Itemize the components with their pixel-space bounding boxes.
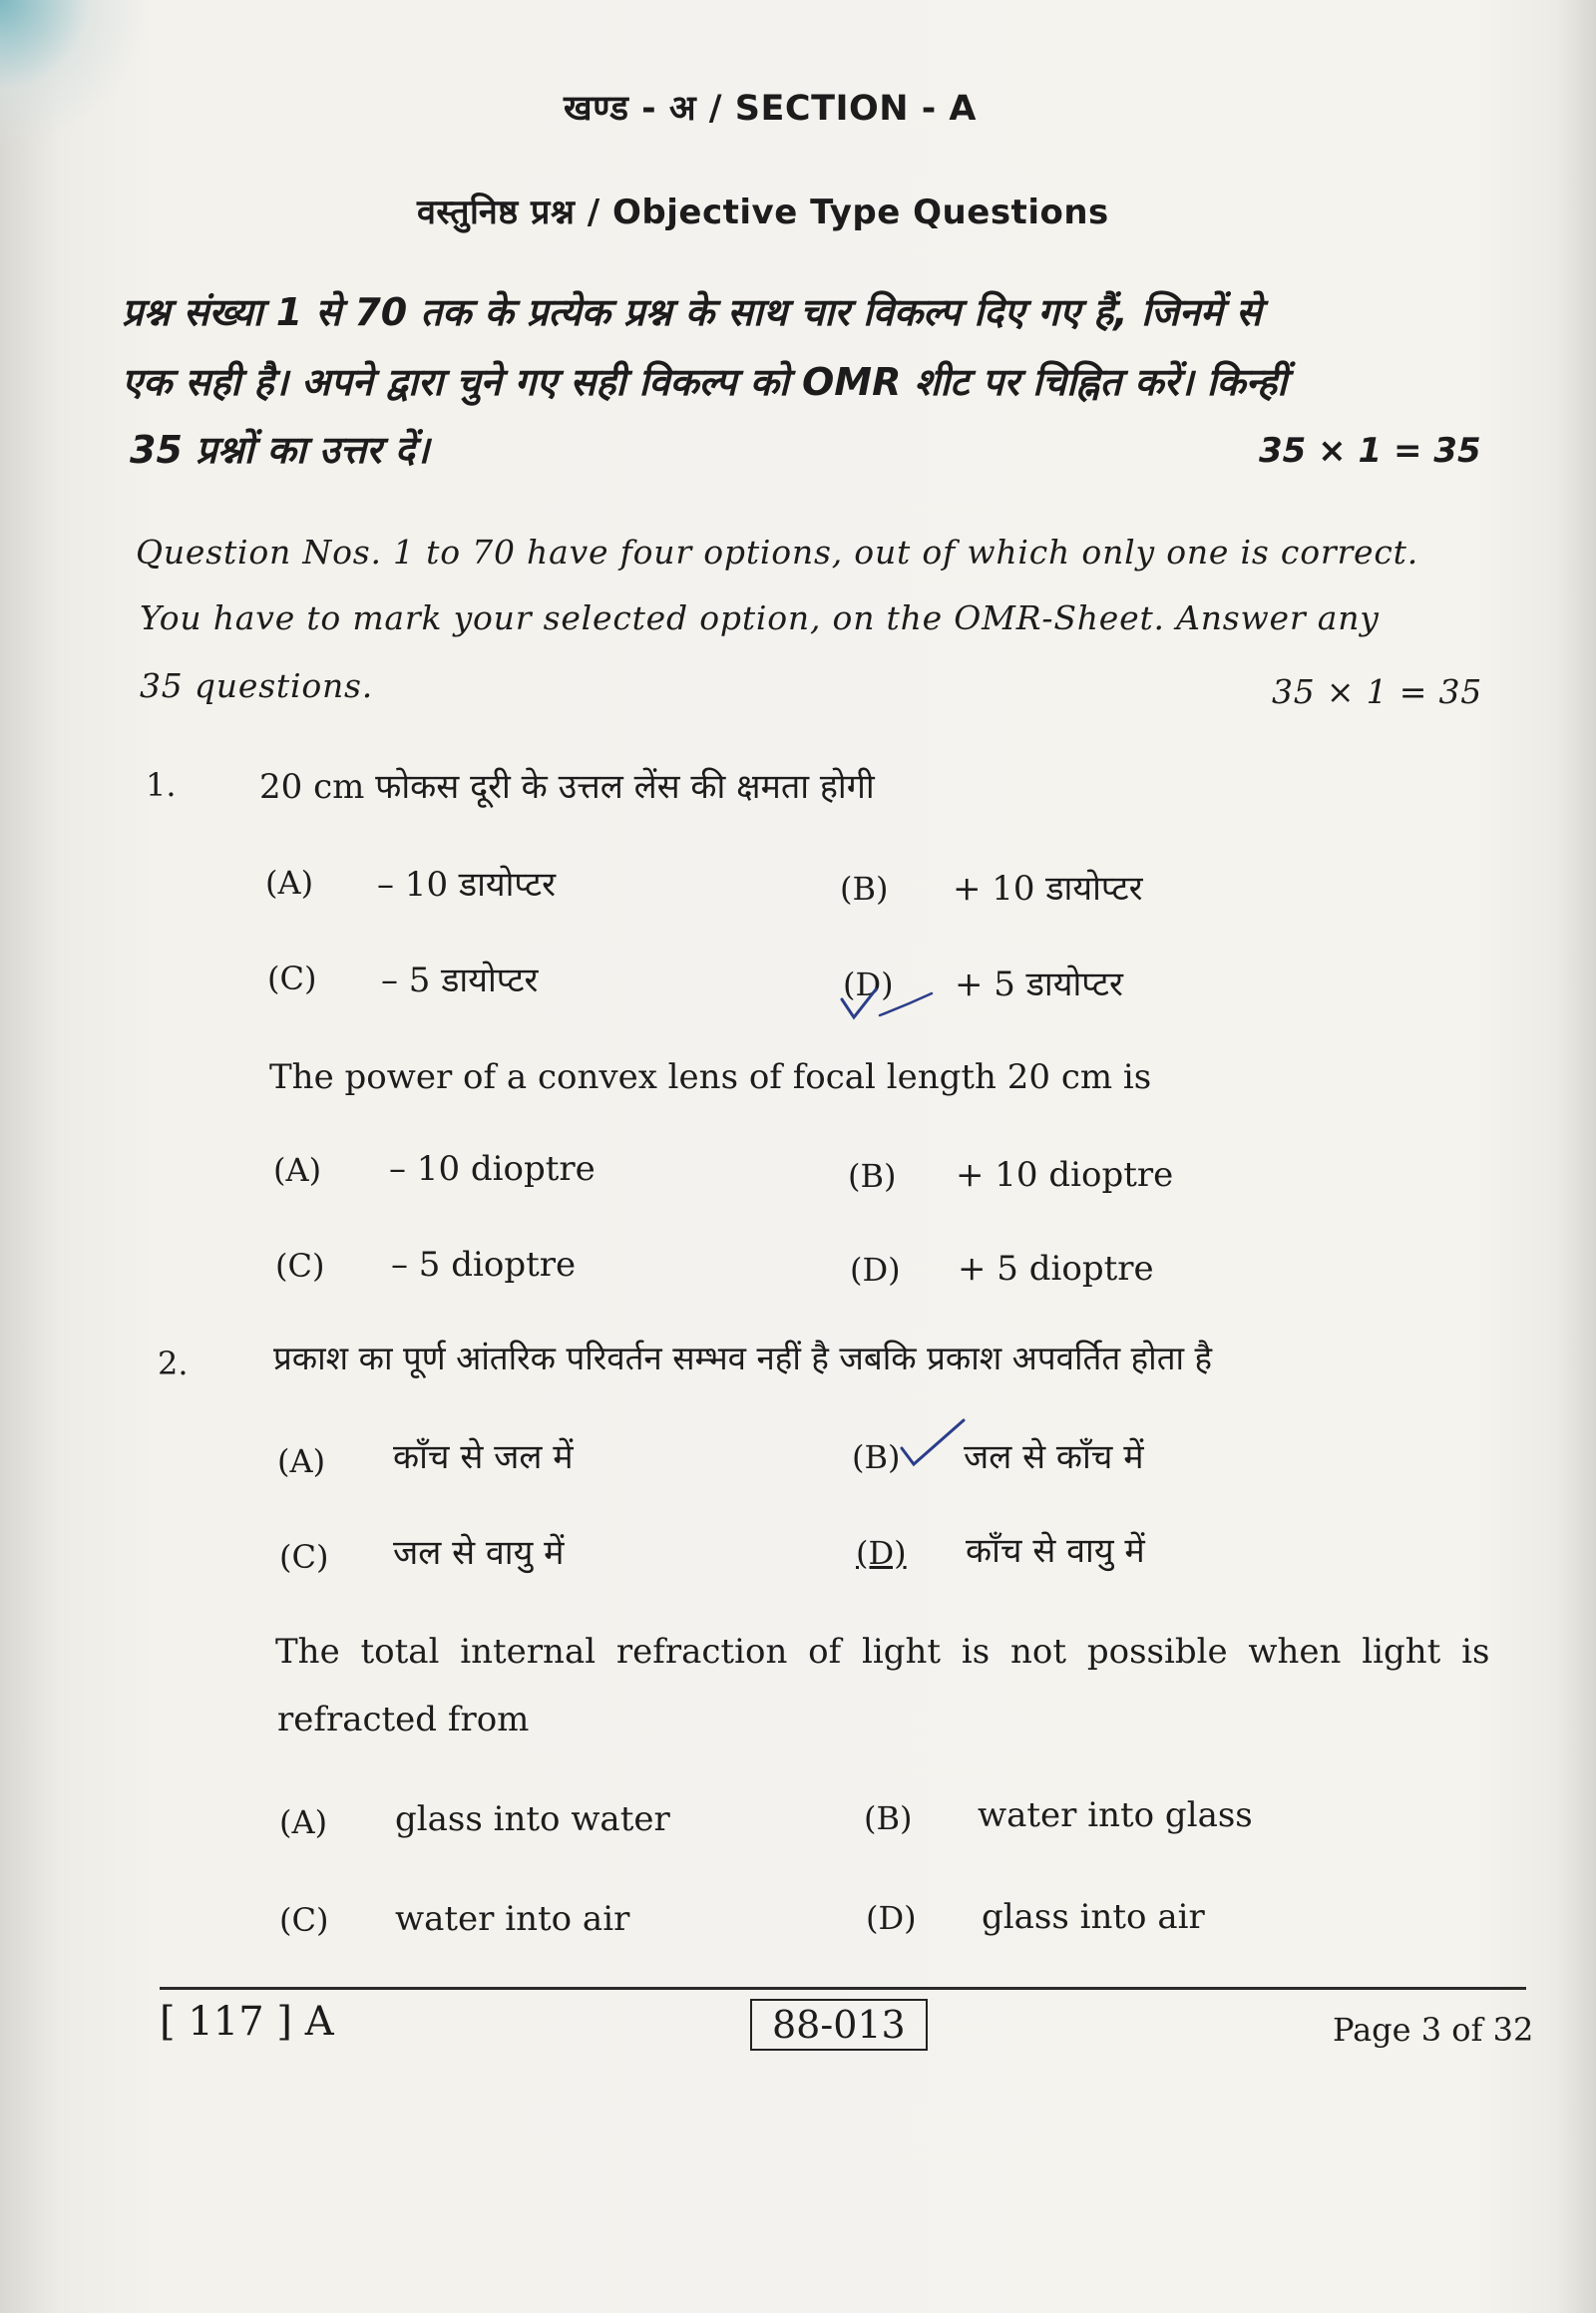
hindi-instruction-line-1: प्रश्न संख्या 1 से 70 तक के प्रत्येक प्रश्न के साथ चार विकल्प दिए गए हैं, जिनमें से [122, 290, 1262, 334]
english-instruction-line-1: Question Nos. 1 to 70 have four options, out of which only one is correct. [136, 533, 1418, 572]
hindi-marks: 35 × 1 = 35 [1259, 431, 1481, 471]
q2-hi-option-d-label: (D) [856, 1534, 907, 1572]
q1-hi-option-d: + 5 डायोप्टर [955, 964, 1123, 1004]
paper-corner-shade [0, 0, 150, 160]
question-1-number: 1. [146, 766, 177, 804]
q1-hi-option-a: – 10 डायोप्टर [377, 865, 557, 905]
q2-en-option-c-label: (C) [279, 1901, 329, 1939]
q2-hi-option-b-label: (B) [852, 1438, 901, 1476]
hindi-instruction-line-3: 35 प्रश्नों का उत्तर दें। [130, 428, 430, 472]
q1-en-option-b: + 10 dioptre [956, 1155, 1174, 1195]
q1-hi-option-c: – 5 डायोप्टर [381, 961, 539, 1000]
q2-hi-option-c: जल से वायु में [393, 1533, 565, 1573]
question-2-english-line-2: refracted from [277, 1700, 530, 1739]
question-2-english-line-1: The total internal refraction of light is not possible when light is [275, 1632, 1490, 1672]
q2-en-option-b-label: (B) [864, 1799, 913, 1837]
q1-hi-option-b: + 10 डायोप्टर [953, 869, 1143, 909]
q1-en-option-a: – 10 dioptre [389, 1149, 596, 1189]
q2-hi-option-c-label: (C) [279, 1538, 329, 1576]
pen-tick-mark-q2 [898, 1414, 978, 1474]
q1-hi-option-d-label: (D) [843, 965, 894, 1003]
q1-en-option-c: – 5 dioptre [391, 1245, 577, 1285]
section-title: खण्ड - अ / SECTION - A [564, 89, 977, 129]
q1-en-option-c-label: (C) [275, 1247, 325, 1285]
q2-en-option-b: water into glass [978, 1795, 1253, 1835]
english-instruction-line-2: You have to mark your selected option, on the OMR-Sheet. Answer any [140, 598, 1380, 637]
q2-hi-option-a: काँच से जल में [393, 1437, 574, 1477]
question-1-english: The power of a convex lens of focal length 20 cm is [269, 1057, 1152, 1097]
q2-en-option-c: water into air [395, 1899, 630, 1939]
q2-en-option-d: glass into air [982, 1897, 1205, 1937]
q1-en-option-b-label: (B) [848, 1157, 897, 1195]
footer-code: [ 117 ] A [160, 1999, 334, 2045]
english-instruction-line-3: 35 questions. [140, 666, 374, 705]
question-1-hindi: 20 cm फोकस दूरी के उत्तल लेंस की क्षमता होगी [259, 767, 875, 807]
q2-hi-option-a-label: (A) [277, 1442, 326, 1480]
hindi-instruction-line-2: एक सही है। अपने द्वारा चुने गए सही विकल्प को OMR शीट पर चिह्नित करें। किन्हीं [122, 360, 1288, 404]
english-marks: 35 × 1 = 35 [1272, 672, 1483, 711]
q2-en-option-d-label: (D) [866, 1899, 917, 1937]
q1-en-option-d: + 5 dioptre [958, 1249, 1154, 1289]
q1-en-option-a-label: (A) [273, 1151, 322, 1189]
q1-hi-option-a-label: (A) [265, 864, 314, 902]
footer-paper-code: 88-013 [750, 1999, 928, 2051]
q1-hi-option-b-label: (B) [840, 870, 889, 908]
q2-en-option-a-label: (A) [279, 1803, 328, 1841]
footer-rule [160, 1987, 1526, 1990]
q2-en-option-a: glass into water [395, 1799, 670, 1839]
footer-page-number: Page 3 of 32 [1333, 2011, 1534, 2049]
pen-tick-mark [836, 979, 946, 1029]
question-2-number: 2. [158, 1345, 189, 1382]
q2-hi-option-d: काँच से वायु में [966, 1531, 1145, 1571]
q1-en-option-d-label: (D) [850, 1251, 901, 1289]
q1-hi-option-c-label: (C) [267, 960, 317, 997]
question-2-hindi: प्रकाश का पूर्ण आंतरिक परिवर्तन सम्भव नहीं है जबकि प्रकाश अपवर्तित होता है [273, 1339, 1213, 1377]
section-subtitle: वस्तुनिष्ठ प्रश्न / Objective Type Questions [417, 193, 1109, 232]
q2-hi-option-b: जल से काँच में [964, 1437, 1144, 1477]
